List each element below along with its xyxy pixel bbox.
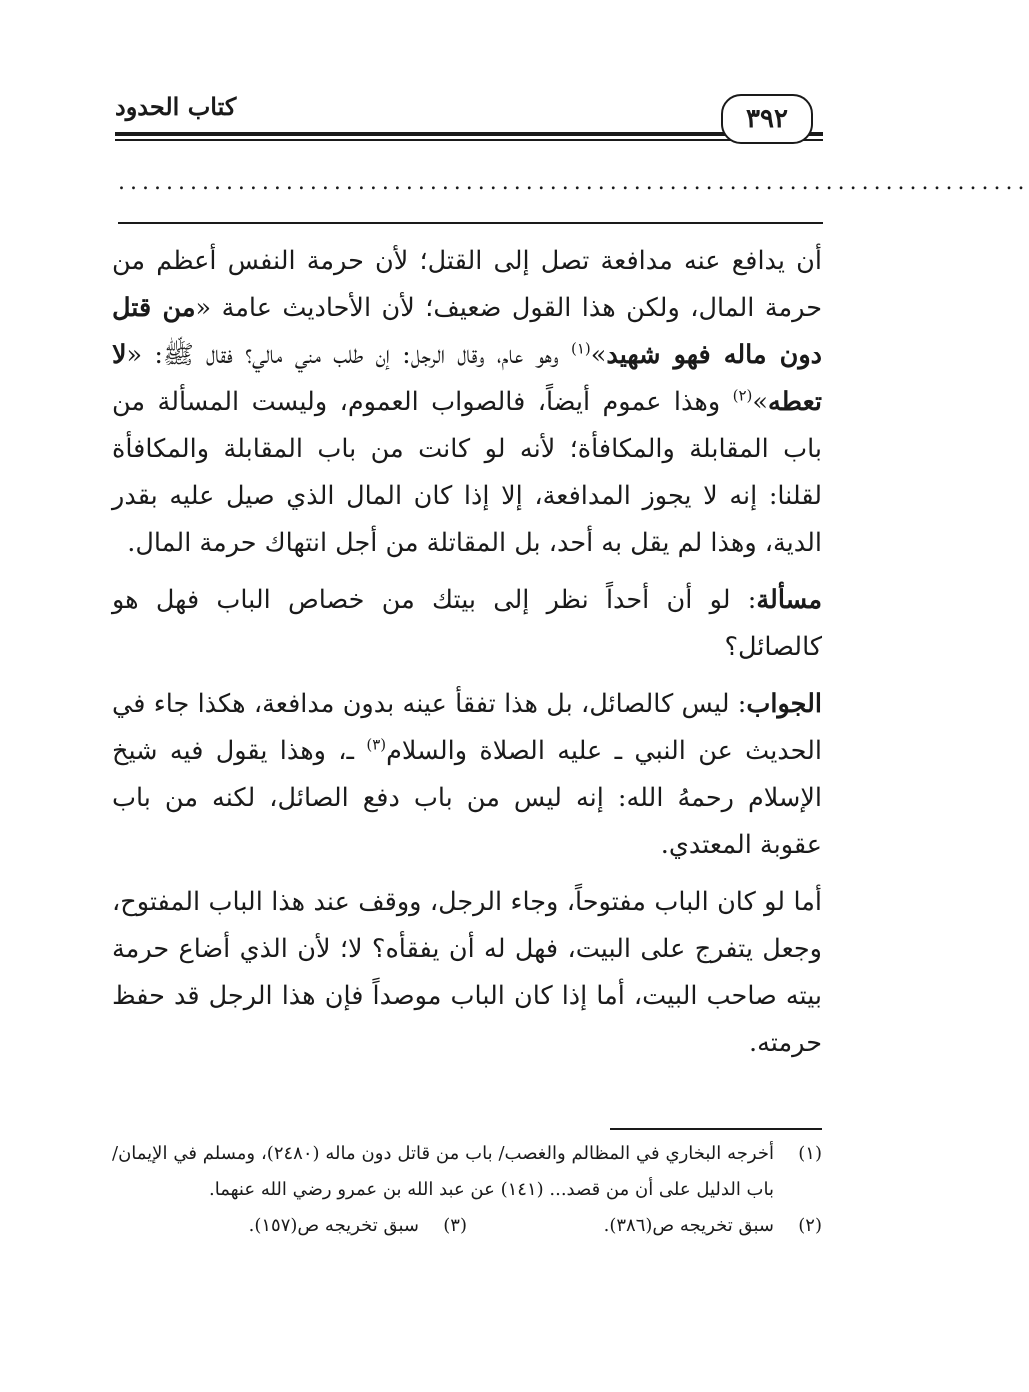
footnote-ref-2[interactable]: (٢) <box>732 386 753 405</box>
footnote-ref-3[interactable]: (٣) <box>366 735 387 754</box>
paragraph-1: أن يدافع عنه مدافعة تصل إلى القتل؛ لأن حرمة النفس أعظم من حرمة المال، ولكن هذا القول ضعيف؛ لأن الأحاديث عامة «من قتل دون ماله فهو شهيد»$^{(١)}$ وهو عام، وقال الرجل: إن طلب مني مالي؟ فقال ﷺ: «لا تعطه»$^{(٢)}$ وهذا عموم أيضاً، فالصواب العموم، وليست المسألة من باب المقابلة والمكافأة؛ لأنه لو كانت من باب المقابلة والمكافأة لقلنا: إنه لا يجوز المدافعة، إلا إذا كان المال الذي صيل عليه بقدر الدية، وهذا لم يقل به أحد، بل المقاتلة من أجل انتهاك حرمة المال. <box>112 246 822 558</box>
footnote-number: (١) <box>798 1143 822 1164</box>
footnote-text: سبق تخريجه ص(١٥٧). <box>248 1215 419 1236</box>
header-rule-thin <box>115 139 823 141</box>
footnote-number: (٣) <box>443 1215 467 1236</box>
paragraph-4: أما لو كان الباب مفتوحاً، وجاء الرجل، ووقف عند هذا الباب المفتوح، وجعل يتفرج على البيت، فهل له أن يفقأه؟ لا؛ لأن الذي أضاع حرمة بيته صاحب البيت، أما إذا كان الباب موصداً فإن هذا الرجل قد حفظ حرمته. <box>112 887 822 1058</box>
page-number: ٣٩٢ <box>721 94 813 144</box>
ellipsis-dots: ............................................................................ <box>118 170 1029 195</box>
paragraph-question: مسألة: لو أن أحداً نظر إلى بيتك من خصاص الباب فهل هو كالصائل؟ <box>112 585 822 662</box>
separator-line <box>118 222 823 224</box>
footnote-2 <box>467 1208 822 1244</box>
footnote-text: سبق تخريجه ص(٣٨٦). <box>603 1215 774 1236</box>
main-text <box>112 238 822 1067</box>
footnotes <box>112 1136 822 1244</box>
hadith-quote-2: لا تعطه <box>112 340 822 417</box>
footnote-text: أخرجه البخاري في المظالم والغصب/ باب من قاتل دون ماله (٢٤٨٠)، ومسلم في الإيمان/ باب الدليل على أن من قصد... (١٤١) عن عبد الله بن عمرو رضي الله عنهما. <box>112 1143 774 1200</box>
footnote-1 <box>112 1136 822 1208</box>
page-header <box>115 88 823 144</box>
question-label: مسألة <box>756 585 822 615</box>
footnote-row <box>112 1208 822 1244</box>
book-title: كتاب الحدود <box>115 92 237 121</box>
header-rule-thick <box>115 132 823 136</box>
hadith-quote-1: من قتل دون ماله فهو شهيد <box>112 293 822 370</box>
footnote-ref-1[interactable]: (١) <box>570 339 591 358</box>
footnote-rule <box>610 1128 822 1130</box>
footnote-3 <box>112 1208 467 1244</box>
answer-label: الجواب <box>746 689 822 719</box>
paragraph-answer: الجواب: ليس كالصائل، بل هذا تفقأ عينه بدون مدافعة، هكذا جاء في الحديث عن النبي ـ عليه الصلاة والسلام$^{(٣)}$ ـ، وهذا يقول فيه شيخ الإسلام رحمهُ الله: إنه ليس من باب دفع الصائل، لكنه من باب عقوبة المعتدي. <box>112 689 822 860</box>
footnote-number: (٢) <box>798 1215 822 1236</box>
